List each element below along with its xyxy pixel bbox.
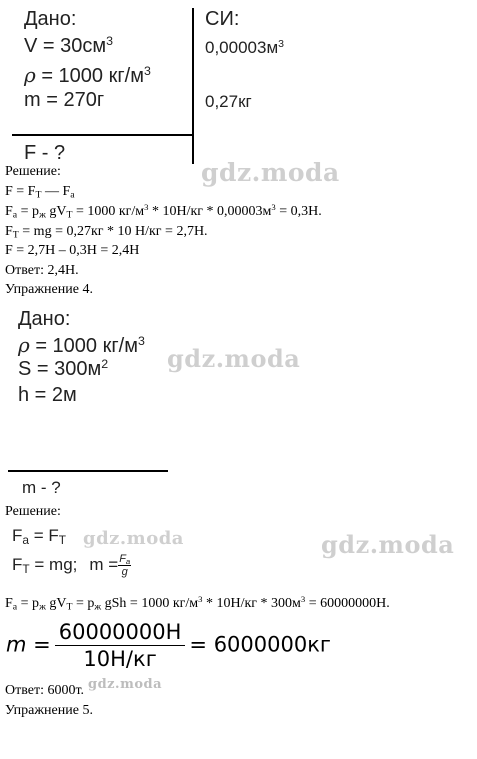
solution-line-4: F = 2,7Н – 0,3Н = 2,4Н <box>5 243 140 258</box>
watermark-4: gdz.moda <box>321 530 455 559</box>
mass-calculation: m = 60000000H 10H/кг = 6000000кг <box>6 620 331 671</box>
divider-horizontal-2 <box>8 470 168 472</box>
given-title: Дано: <box>24 8 77 30</box>
mass-fraction: $\frac{F_a}{g}$ <box>119 553 131 579</box>
answer-2: Ответ: 6000т. <box>5 683 85 698</box>
si-title: СИ: <box>205 8 240 30</box>
given-mass: m = 270г <box>24 89 105 111</box>
given-density: ρ = 1000 $кг/м^3$ <box>24 63 151 87</box>
answer-1: Ответ: 2,4Н. <box>5 263 79 278</box>
solution2-line-1: $F_a = p_ж$ $gV_T = p_ж$ gSh = 1000 $кг/м^3 * 10Н/кг * 300м^3 = 60000000Н$. <box>5 594 390 613</box>
given-density-2: ρ = 1000 $кг/м^3$ <box>18 333 145 357</box>
solution-line-3: $F_T$ = mg = 0,27кг * 10 Н/кг = 2,7Н. <box>5 224 208 241</box>
watermark-5: gdz.moda <box>88 677 163 692</box>
divider-vertical <box>192 8 194 164</box>
formula-mass: $F_T$ = mg; m = $\frac{F_a}{g}$ <box>12 553 131 579</box>
si-mass: 0,27кг <box>205 92 252 111</box>
given-title-2: Дано: <box>18 308 71 330</box>
solution-heading: Решение: <box>5 164 61 179</box>
given-height: h = 2м <box>18 384 77 406</box>
divider-horizontal <box>12 134 193 136</box>
solution-line-2: $F_a = p_ж$ $gV_T = 1000$ $кг/м^3 * 10Н/кг * 0,00003м^3 = 0,3Н$. <box>5 202 322 221</box>
find-quantity: F - ? <box>24 142 66 164</box>
find-quantity-2: m - ? <box>22 478 61 497</box>
mass-calc-fraction: 60000000H 10H/кг <box>55 620 186 671</box>
exercise-heading-5: Упражнение 5. <box>5 703 93 718</box>
given-area: $S = 300м^2$ <box>18 357 109 380</box>
si-volume: $0,00003м^3$ <box>205 38 284 57</box>
formula-force-balance: $F_a = F_T$ <box>12 526 67 547</box>
watermark-2: gdz.moda <box>167 344 301 373</box>
watermark: gdz.moda <box>201 158 340 187</box>
exercise-heading-4: Упражнение 4. <box>5 282 93 297</box>
given-volume: $V = 30см^3$ <box>24 34 114 57</box>
solution-heading-2: Решение: <box>5 504 61 519</box>
watermark-3: gdz.moda <box>83 528 184 549</box>
solution-line-1: $F = F_T$ — $F_a$ <box>5 184 75 201</box>
